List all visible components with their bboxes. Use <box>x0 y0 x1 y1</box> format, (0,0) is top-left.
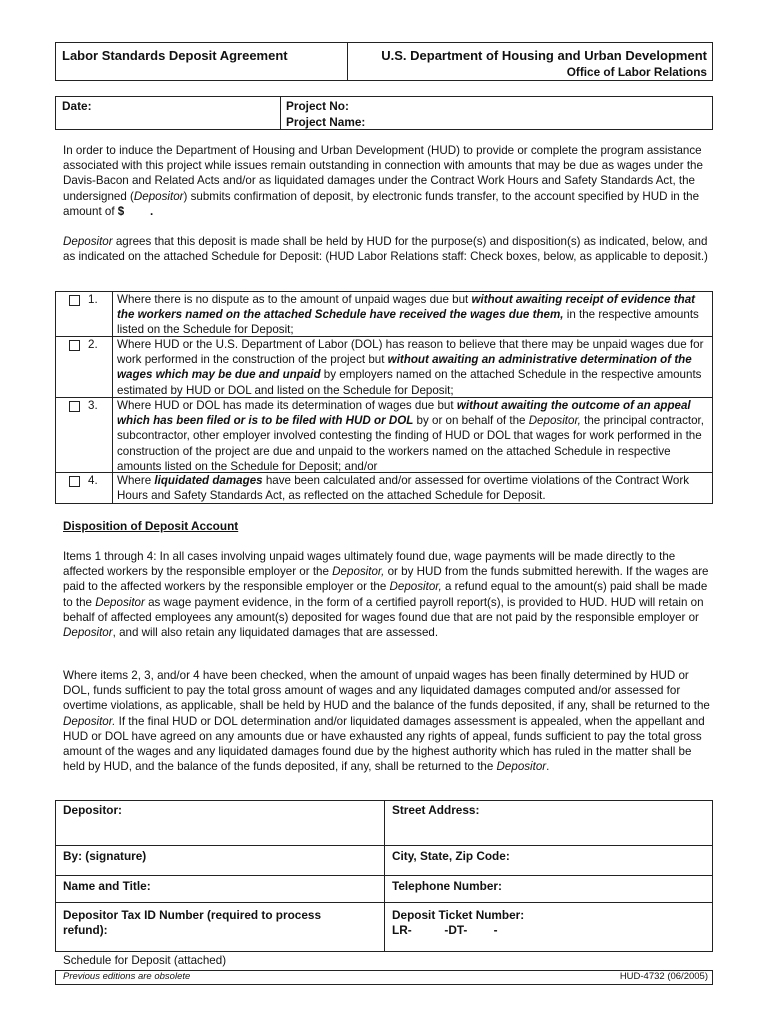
disposition-paragraph-1: Items 1 through 4: In all cases involving unpaid wages ultimately found due, wage payments will be made directly to the affected workers by the responsible employer or the Depositor, or by HUD from the funds submitted herewith. If the wages are paid to the affected workers by the responsible employer or the Depositor, a refund equal to the amount(s) paid shall be made to the Depositor as wage payment evidence, in the form of a certified payroll report(s), is provided to HUD. HUD will retain on behalf of affected employees any amount(s) deposited for wages found due that are not paid by the responsible employer or Depositor, and will also retain any liquidated damages that are assessed. <box>63 550 709 640</box>
city-state-zip-field[interactable]: City, State, Zip Code: <box>392 849 510 863</box>
telephone-field[interactable]: Telephone Number: <box>392 879 502 893</box>
sig-row-divider-1 <box>55 845 713 846</box>
signature-column-divider <box>384 800 385 952</box>
item-3-checkbox[interactable] <box>69 401 80 412</box>
item-1-checkbox[interactable] <box>69 295 80 306</box>
project-box <box>55 96 713 130</box>
form-title: Labor Standards Deposit Agreement <box>62 48 288 63</box>
disposition-paragraph-2: Where items 2, 3, and/or 4 have been checked, when the amount of unpaid wages has been finally determined by HUD or DOL, funds sufficient to pay the total gross amount of wages and any liquidated damages computed and/or assessed for overtime violations, as applicable, shall be held by HUD and the balance of the funds deposited, if any, shall be returned to the Depositor. If the final HUD or DOL determination and/or liquidated damages assessment is appealed, when the appellant and HUD or DOL have agreed on any amounts due or have exhausted any rights of appeal, funds sufficient to pay the total gross amount of the wages and any liquidated damages found due by the highest authority which has ruled in the matter shall be held by HUD, and the balance of the funds deposited, if any, shall be returned to the Depositor. <box>63 669 710 774</box>
item-2-text: Where HUD or the U.S. Department of Labor (DOL) has reason to believe that there may be unpaid wages due for work performed in the construction of the project but without awaiting an administrative determination of the wages which may be due and unpaid by employers named on the attached Schedule in the respective amounts estimated by HUD or DOL and listed on the Schedule for Deposit; <box>117 338 704 397</box>
item-4-checkbox[interactable] <box>69 476 80 487</box>
agreement-paragraph: Depositor agrees that this deposit is made shall be held by HUD for the purpose(s) and disposition(s) as indicated, below, and as indicated on the attached Schedule for Deposit: (HUD Labor Relations staff: Check boxes, below, as applicable to deposit.) <box>63 235 708 264</box>
name-title-field[interactable]: Name and Title: <box>63 879 151 893</box>
signature-field[interactable]: By: (signature) <box>63 849 147 863</box>
street-address-field[interactable]: Street Address: <box>392 803 480 817</box>
item-2-number: 2. <box>88 338 98 351</box>
sig-row-divider-3 <box>55 902 713 903</box>
office-name: Office of Labor Relations <box>566 65 707 79</box>
item-2-checkbox[interactable] <box>69 340 80 351</box>
date-label: Date: <box>62 99 92 113</box>
item-3-number: 3. <box>88 399 98 412</box>
disposition-heading: Disposition of Deposit Account <box>63 519 239 533</box>
project-no-label: Project No: <box>286 99 349 113</box>
depositor-field[interactable]: Depositor: <box>63 803 122 817</box>
intro-paragraph: In order to induce the Department of Housing and Urban Development (HUD) to provide or complete the program assistance associated with this project while issues remain outstanding in connection with amounts that may be due as wages under the Davis-Bacon and Related Acts and/or as liquidated damages under the Contract Work Hours and Safety Standards Act, the undersigned (Depositor) submits confirmation of deposit, by electronic funds transfer, to the account specified by HUD in the amount of $ . <box>63 144 703 218</box>
header-divider <box>347 42 348 81</box>
agency-name: U.S. Department of Housing and Urban Development <box>381 48 707 63</box>
project-name-label: Project Name: <box>286 115 366 129</box>
deposit-amount: $ . <box>117 204 154 218</box>
item-4-number: 4. <box>88 474 98 487</box>
form-number: HUD-4732 (06/2005) <box>619 971 708 982</box>
sig-row-divider-2 <box>55 875 713 876</box>
item-3-text: Where HUD or DOL has made its determination of wages due but without awaiting the outcome of an appeal which has been filed or is to be filed with HUD or DOL by or on behalf of the Depositor, the principal contractor, subcontractor, other employer involved contesting the finding of HUD or DOL that wages for work performed in the construction of the project are due and unpaid to the workers named on the attached Schedule in respective amounts listed on the Schedule for Deposit; and/or <box>117 399 704 473</box>
project-divider <box>280 96 281 130</box>
schedule-attached-note: Schedule for Deposit (attached) <box>63 954 227 967</box>
obsolete-note: Previous editions are obsolete <box>63 971 191 982</box>
item-1-text: Where there is no dispute as to the amount of unpaid wages due but without awaiting receipt of evidence that the workers named on the attached Schedule have received the wages due them, in the respective amounts listed on the Schedule for Deposit; <box>117 293 699 337</box>
tax-id-field[interactable]: Depositor Tax ID Number (required to process refund): <box>63 908 322 937</box>
deposit-ticket-field[interactable]: Deposit Ticket Number: LR- -DT- - <box>392 908 525 937</box>
item-4-text: Where liquidated damages have been calculated and/or assessed for overtime violations of the Contract Work Hours and Safety Standards Act, as reflected on the attached Schedule for Deposit. <box>117 474 690 503</box>
item-1-number: 1. <box>88 293 98 306</box>
